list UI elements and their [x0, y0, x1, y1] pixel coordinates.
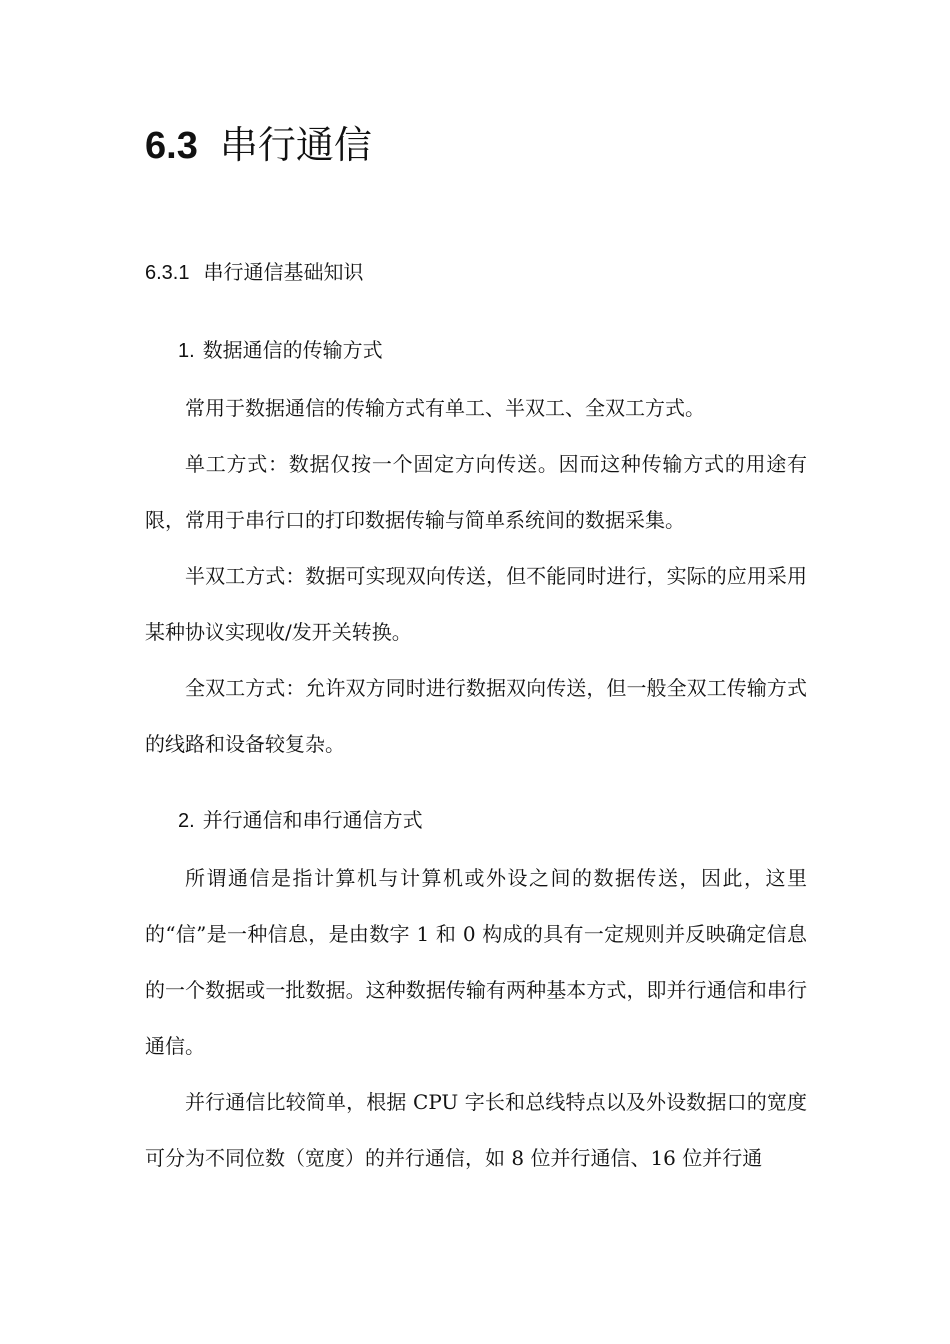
subsection-heading-transmission-modes: [178, 336, 383, 366]
subsection-number: 1.: [178, 340, 195, 362]
paragraph-full-duplex: 全双工方式：允许双方同时进行数据双向传送，但一般全双工传输方式的线路和设备较复杂。: [145, 676, 807, 756]
section-title: 串行通信基础知识: [203, 262, 364, 284]
chapter-title: 串行通信: [219, 125, 372, 167]
section-number: 6.3.1: [145, 262, 190, 284]
subsection-title: 数据通信的传输方式: [202, 340, 383, 362]
subsection-heading-parallel-serial: [178, 806, 423, 836]
subsection-number: 2.: [178, 810, 195, 832]
paragraph-simplex: 单工方式：数据仅按一个固定方向传送。因而这种传输方式的用途有限，常用于串行口的打印数据传输与简单系统间的数据采集。: [145, 452, 807, 532]
chapter-heading: [145, 120, 372, 172]
chapter-number: 6.3: [145, 125, 198, 167]
section-heading: [145, 258, 363, 288]
subsection-title: 并行通信和串行通信方式: [202, 810, 423, 832]
paragraph-half-duplex: 半双工方式：数据可实现双向传送，但不能同时进行，实际的应用采用某种协议实现收/发开关转换。: [145, 564, 807, 644]
paragraph-communication-definition: 所谓通信是指计算机与计算机或外设之间的数据传送，因此，这里的“信”是一种信息，是由数字 1 和 0 构成的具有一定规则并反映确定信息的一个数据或一批数据。这种数据传输有两种基本方式，即并行通信和串行通信。: [145, 866, 807, 1058]
paragraph-parallel-communication: 并行通信比较简单，根据 CPU 字长和总线特点以及外设数据口的宽度可分为不同位数（宽度）的并行通信，如 8 位并行通信、16 位并行通: [145, 1090, 807, 1170]
paragraph-modes-intro: 常用于数据通信的传输方式有单工、半双工、全双工方式。: [185, 396, 705, 420]
